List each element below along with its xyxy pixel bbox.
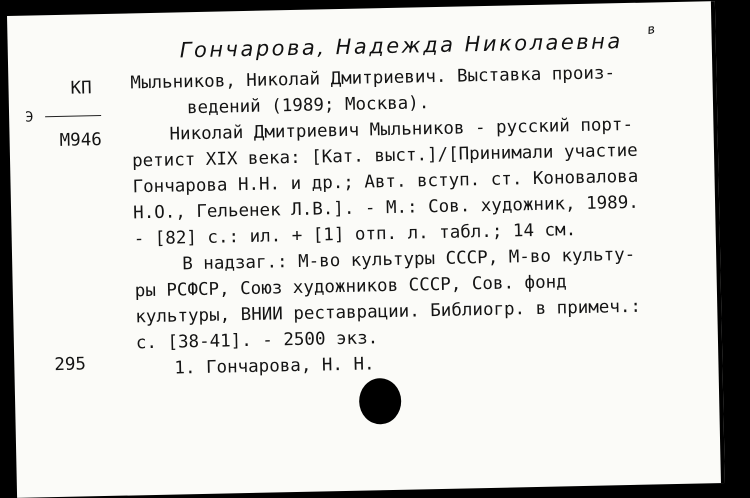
class-divider (45, 115, 101, 117)
class-code: КП (70, 78, 92, 99)
catalog-card (7, 1, 725, 498)
punch-hole (359, 378, 402, 425)
entry-line: - [82] с.: ил. + [1] отп. л. табл.; 14 см. (133, 220, 577, 250)
entry-line: Н.О., Гельенек Л.В.]. - М.: Сов. художник, 1989. (132, 192, 640, 224)
handwritten-note: в (646, 21, 657, 39)
class-prefix: Э (24, 109, 34, 126)
entry-line: Николай Дмитриевич Мыльников - русский порт- (169, 114, 634, 145)
entry-line: ведений (1989; Москва). (186, 93, 430, 119)
subject-heading: 1. Гончарова, Н. Н. (174, 354, 375, 379)
card-edge (711, 1, 725, 483)
handwritten-heading: Гончарова, Надежда Николаевна (179, 29, 624, 63)
entry-line: Мыльников, Николай Дмитриевич. Выставка произ- (130, 63, 616, 94)
entry-line: Гончарова Н.Н. и др.; Авт. вступ. ст. Коновалова (132, 166, 639, 198)
entry-line: ры РСФСР, Союз художников СССР, Сов. фонд (134, 272, 567, 302)
author-mark: М946 (59, 130, 102, 151)
entry-line: с. [38-41]. - 2500 экз. (135, 328, 379, 354)
entry-line: В надзаг.: М-во культуры СССР, М-во культу- (182, 244, 636, 275)
entry-line: культуры, ВНИИ реставрации. Библиогр. в примеч.: (135, 296, 642, 328)
copy-count: 295 (54, 354, 87, 376)
entry-line: ретист XIX века: [Кат. выст.]/[Принимали участие (131, 140, 638, 172)
